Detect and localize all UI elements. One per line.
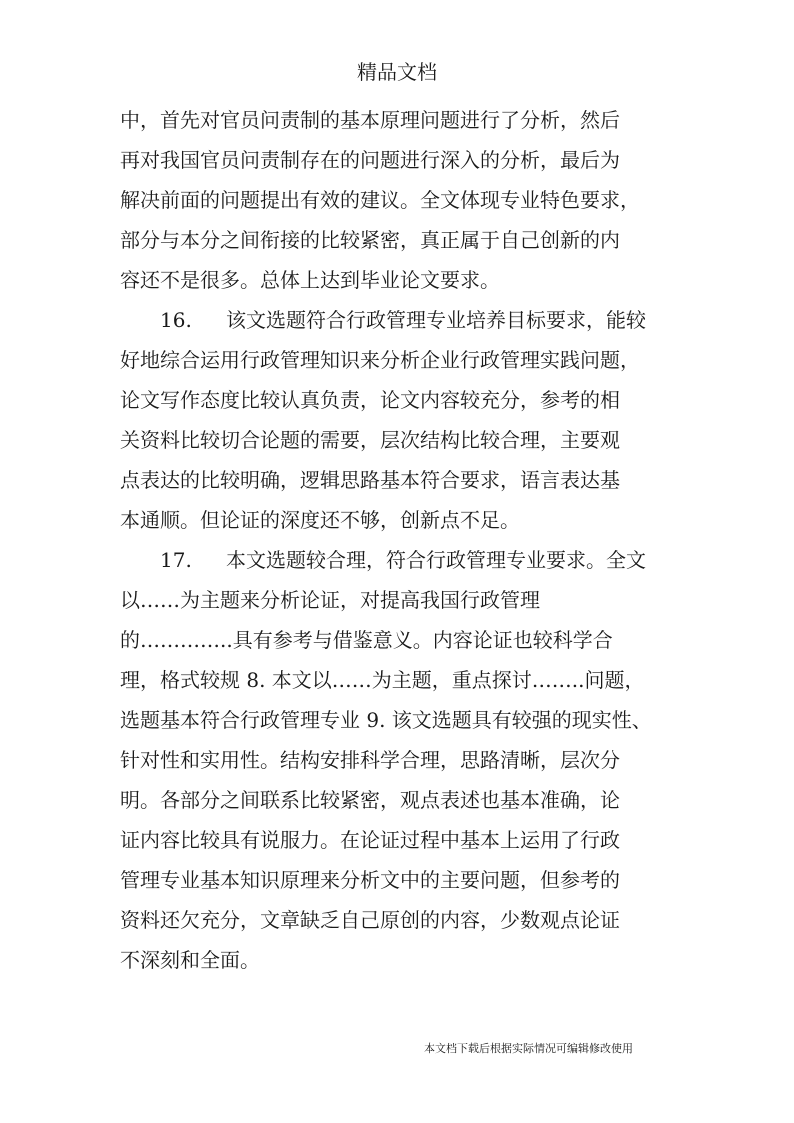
paragraph-16-first-line [120, 300, 680, 340]
text-line: 明。各部分之间联系比较紧密，观点表述也基本准确，论 [120, 788, 620, 812]
text-line: 解决前面的问题提出有效的建议。全文体现专业特色要求， [120, 188, 640, 212]
text-line: 以……为主题来分析论证，对提高我国行政管理 [120, 588, 540, 612]
paragraph-number: 17. [160, 548, 192, 572]
page-header-title: 精品文档 [357, 60, 437, 84]
text-line: 点表达的比较明确，逻辑思路基本符合要求，语言表达基 [120, 468, 620, 492]
text-line: 再对我国官员问责制存在的问题进行深入的分析，最后为 [120, 148, 620, 172]
text-line: 该文选题符合行政管理专业培养目标要求，能较 [226, 308, 646, 332]
page-footer-note: 本文档下载后根据实际情况可编辑修改使用 [424, 1042, 633, 1055]
text-line: 选题基本符合行政管理专业 9. 该文选题具有较强的现实性、 [120, 708, 652, 732]
text-line: 部分与本分之间衔接的比较紧密，真正属于自己创新的内 [120, 228, 620, 252]
text-line: 资料还欠充分，文章缺乏自己原创的内容，少数观点论证 [120, 908, 620, 932]
text-line: 针对性和实用性。结构安排科学合理，思路清晰，层次分 [120, 748, 620, 772]
text-line: 论文写作态度比较认真负责，论文内容较充分，参考的相 [120, 388, 620, 412]
text-line: 关资料比较切合论题的需要，层次结构比较合理，主要观 [120, 428, 620, 452]
document-body [120, 100, 680, 980]
text-line: 好地综合运用行政管理知识来分析企业行政管理实践问题， [120, 348, 640, 372]
paragraph-number: 16. [160, 308, 192, 332]
text-line: 理，格式较规 8. 本文以……为主题，重点探讨……..问题， [120, 668, 645, 692]
paragraph-17-first-line [120, 540, 680, 580]
text-line: 不深刻和全面。 [120, 948, 260, 972]
text-line: 中，首先对官员问责制的基本原理问题进行了分析，然后 [120, 108, 620, 132]
text-line: 本文选题较合理，符合行政管理专业要求。全文 [226, 548, 646, 572]
text-line: 容还不是很多。总体上达到毕业论文要求。 [120, 268, 500, 292]
text-line: 管理专业基本知识原理来分析文中的主要问题，但参考的 [120, 868, 620, 892]
text-line: 证内容比较具有说服力。在论证过程中基本上运用了行政 [120, 828, 620, 852]
text-line: 本通顺。但论证的深度还不够，创新点不足。 [120, 508, 520, 532]
text-line: 的…………..具有参考与借鉴意义。内容论证也较科学合 [120, 628, 613, 652]
